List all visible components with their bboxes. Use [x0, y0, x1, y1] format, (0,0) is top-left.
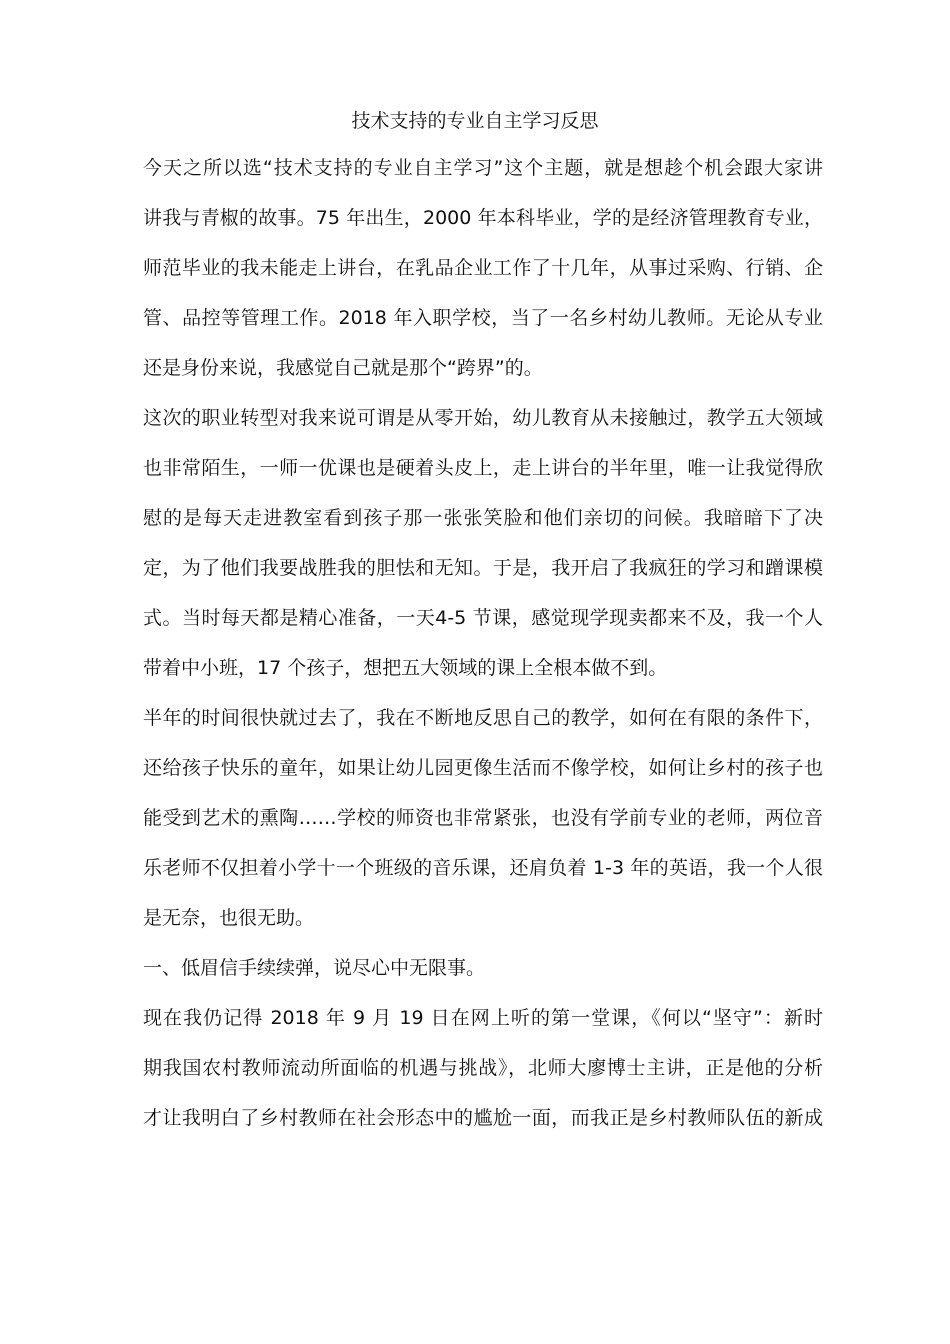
text-line: 带着中小班，17 个孩子，想把五大领域的课上全根本做不到。 [143, 657, 668, 679]
text-line: 现在我仍记得 2018 年 9 月 19 日在网上听的第一堂课，《何以“坚守”：新时 [143, 1007, 823, 1029]
section-heading: 一、低眉信手续续弹，说尽心中无限事。 [143, 957, 486, 979]
text-line: 今天之所以选“技术支持的专业自主学习”这个主题，就是想趁个机会跟大家讲 [143, 157, 823, 179]
text-line: 定，为了他们我要战胜我的胆怯和无知。于是，我开启了我疯狂的学习和蹭课模 [143, 557, 823, 579]
text-line: 半年的时间很快就过去了，我在不断地反思自己的教学，如何在有限的条件下， [143, 707, 823, 729]
text-line: 讲我与青椒的故事。75 年出生，2000 年本科毕业，学的是经济管理教育专业， [143, 207, 823, 229]
text-line: 也非常陌生，一师一优课也是硬着头皮上，走上讲台的半年里，唯一让我觉得欣 [143, 457, 823, 479]
text-line: 这次的职业转型对我来说可谓是从零开始，幼儿教育从未接触过，教学五大领域 [143, 407, 823, 429]
text-line: 慰的是每天走进教室看到孩子那一张张笑脸和他们亲切的问候。我暗暗下了决 [143, 507, 823, 529]
text-line: 式。当时每天都是精心准备，一天4-5 节课，感觉现学现卖都来不及，我一个人 [143, 607, 823, 629]
text-line: 还给孩子快乐的童年，如果让幼儿园更像生活而不像学校，如何让乡村的孩子也 [143, 757, 823, 779]
text-line: 管、品控等管理工作。2018 年入职学校，当了一名乡村幼儿教师。无论从专业 [143, 307, 823, 329]
text-line: 期我国农村教师流动所面临的机遇与挑战》，北师大廖博士主讲，正是他的分析 [143, 1057, 823, 1079]
text-line: 才让我明白了乡村教师在社会形态中的尴尬一面，而我正是乡村教师队伍的新成 [143, 1107, 823, 1129]
text-line: 还是身份来说，我感觉自己就是那个“跨界”的。 [143, 357, 543, 379]
text-line: 是无奈，也很无助。 [143, 907, 315, 929]
text-line: 能受到艺术的熏陶……学校的师资也非常紧张，也没有学前专业的老师，两位音 [143, 807, 823, 829]
text-line: 乐老师不仅担着小学十一个班级的音乐课，还肩负着 1-3 年的英语，我一个人很 [143, 857, 823, 879]
document-title: 技术支持的专业自主学习反思 [351, 110, 599, 132]
text-line: 师范毕业的我未能走上讲台，在乳品企业工作了十几年，从事过采购、行销、企 [143, 257, 823, 279]
